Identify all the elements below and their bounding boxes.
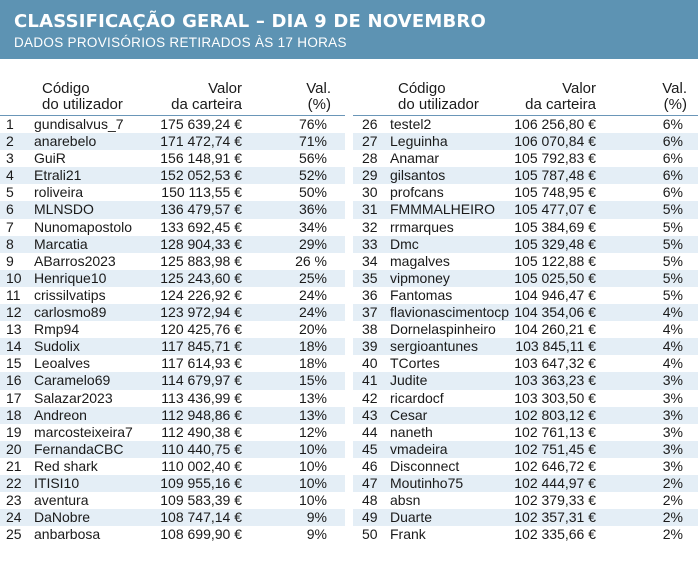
table-row	[353, 116, 698, 133]
rank-cell: 27	[362, 133, 378, 150]
pct-cell: 26 %	[295, 252, 327, 269]
table-row	[0, 492, 345, 509]
user-cell: crissilvatips	[34, 286, 106, 303]
table-row	[0, 424, 345, 441]
table-row	[353, 372, 698, 389]
user-cell: aventura	[34, 492, 89, 509]
table-row	[353, 167, 698, 184]
pct-cell: 10%	[298, 474, 327, 491]
value-cell: 112 948,86 €	[161, 406, 242, 423]
table-row	[353, 253, 698, 270]
value-cell: 109 955,16 €	[160, 474, 242, 491]
rank-cell: 9	[6, 252, 14, 269]
pct-cell: 76%	[298, 116, 327, 132]
column-header-pct: Val. (%)	[306, 80, 331, 113]
user-cell: Duarte	[390, 509, 433, 526]
rank-cell: 19	[6, 423, 22, 440]
table-row	[353, 133, 698, 150]
table-row	[353, 441, 698, 458]
table-row	[0, 184, 345, 201]
table-row	[0, 304, 345, 321]
pct-cell: 13%	[298, 406, 327, 423]
value-cell: 106 070,84 €	[514, 133, 596, 150]
value-cell: 128 904,33 €	[160, 235, 242, 252]
value-cell: 105 477,07 €	[514, 201, 596, 218]
value-cell: 102 751,45 €	[514, 440, 596, 457]
value-cell: 117 614,93 €	[161, 355, 242, 372]
value-cell: 110 440,75 €	[161, 440, 242, 457]
pct-cell: 10%	[298, 457, 327, 474]
user-cell: anbarbosa	[34, 526, 101, 543]
rank-cell: 43	[362, 406, 378, 423]
value-cell: 125 243,60 €	[160, 269, 242, 286]
rank-cell: 25	[6, 526, 22, 543]
table-row	[0, 133, 345, 150]
table-row	[353, 201, 698, 218]
user-cell: marcosteixeira7	[34, 423, 133, 440]
rank-cell: 34	[362, 252, 378, 269]
value-cell: 124 226,92 €	[160, 286, 242, 303]
pct-cell: 12%	[298, 423, 327, 440]
table-row	[353, 458, 698, 475]
rank-cell: 40	[362, 355, 378, 372]
rank-cell: 10	[6, 269, 22, 286]
rank-cell: 4	[6, 167, 14, 184]
rank-cell: 45	[362, 440, 378, 457]
pct-cell: 56%	[298, 150, 327, 167]
table-row	[353, 184, 698, 201]
rank-cell: 50	[362, 526, 378, 543]
user-cell: absn	[390, 492, 421, 509]
user-cell: anarebelo	[34, 133, 97, 150]
table-row	[0, 321, 345, 338]
rank-cell: 44	[362, 423, 378, 440]
pct-cell: 4%	[662, 321, 683, 338]
pct-cell: 3%	[662, 389, 683, 406]
pct-cell: 29%	[298, 235, 327, 252]
column-header-value: Valor da carteira	[171, 80, 242, 113]
user-cell: naneth	[390, 423, 433, 440]
table-body	[0, 115, 345, 543]
pct-cell: 3%	[662, 457, 683, 474]
value-cell: 105 025,50 €	[514, 269, 596, 286]
table-header	[0, 59, 345, 115]
value-cell: 103 303,50 €	[514, 389, 596, 406]
table-body	[353, 115, 698, 543]
rank-cell: 39	[362, 338, 378, 355]
value-cell: 105 329,48 €	[514, 235, 596, 252]
user-cell: GuiR	[34, 150, 66, 167]
rank-cell: 26	[362, 116, 378, 132]
value-cell: 114 679,97 €	[161, 372, 242, 389]
table-row	[353, 475, 698, 492]
user-cell: gundisalvus_7	[34, 116, 124, 132]
user-cell: ricardocf	[390, 389, 444, 406]
rank-cell: 3	[6, 150, 14, 167]
table-row	[353, 236, 698, 253]
value-cell: 105 122,88 €	[514, 252, 596, 269]
pct-cell: 9%	[306, 509, 327, 526]
pct-cell: 5%	[662, 235, 683, 252]
pct-cell: 24%	[298, 304, 327, 321]
value-cell: 108 699,90 €	[160, 526, 242, 543]
table-row	[0, 150, 345, 167]
user-cell: Rmp94	[34, 321, 80, 338]
value-cell: 117 845,71 €	[161, 338, 242, 355]
table-row	[0, 526, 345, 543]
user-cell: Nunomapostolo	[34, 218, 133, 235]
table-row	[353, 219, 698, 236]
rank-cell: 14	[6, 338, 22, 355]
table-row	[0, 338, 345, 355]
table-row	[353, 509, 698, 526]
value-cell: 105 787,48 €	[514, 167, 596, 184]
value-cell: 175 639,24 €	[160, 116, 242, 132]
value-cell: 108 747,14 €	[160, 509, 242, 526]
pct-cell: 71%	[298, 133, 327, 150]
user-cell: roliveira	[34, 184, 84, 201]
rank-cell: 33	[362, 235, 378, 252]
user-cell: Red shark	[34, 457, 98, 474]
pct-cell: 6%	[662, 167, 683, 184]
value-cell: 136 479,57 €	[160, 201, 242, 218]
ranking-table-left	[0, 59, 345, 543]
rank-cell: 20	[6, 440, 22, 457]
user-cell: FMMMALHEIRO	[390, 201, 495, 218]
pct-cell: 13%	[298, 389, 327, 406]
pct-cell: 6%	[662, 116, 683, 132]
table-row	[353, 526, 698, 543]
pct-cell: 4%	[662, 355, 683, 372]
table-row	[353, 407, 698, 424]
pct-cell: 4%	[662, 338, 683, 355]
user-cell: Salazar2023	[34, 389, 113, 406]
pct-cell: 2%	[662, 492, 683, 509]
pct-cell: 2%	[662, 526, 683, 543]
pct-cell: 3%	[662, 423, 683, 440]
value-cell: 171 472,74 €	[160, 133, 242, 150]
rank-cell: 12	[6, 304, 22, 321]
column-header-pct: Val. (%)	[662, 80, 687, 113]
pct-cell: 2%	[662, 509, 683, 526]
user-cell: ITISI10	[34, 474, 80, 491]
rank-cell: 28	[362, 150, 378, 167]
table-row	[0, 253, 345, 270]
rank-cell: 29	[362, 167, 378, 184]
table-row	[0, 116, 345, 133]
page-title: CLASSIFICAÇÃO GERAL – DIA 9 DE NOVEMBRO	[14, 11, 486, 32]
rank-cell: 5	[6, 184, 14, 201]
rank-cell: 13	[6, 321, 22, 338]
value-cell: 102 357,31 €	[514, 509, 596, 526]
rank-cell: 30	[362, 184, 378, 201]
pct-cell: 6%	[662, 133, 683, 150]
table-row	[353, 390, 698, 407]
pct-cell: 25%	[298, 269, 327, 286]
value-cell: 113 436,99 €	[161, 389, 242, 406]
value-cell: 156 148,91 €	[160, 150, 242, 167]
value-cell: 102 335,66 €	[514, 526, 596, 543]
user-cell: Disconnect	[390, 457, 460, 474]
rank-cell: 32	[362, 218, 378, 235]
rank-cell: 7	[6, 218, 14, 235]
rank-cell: 18	[6, 406, 22, 423]
pct-cell: 5%	[662, 218, 683, 235]
rank-cell: 1	[6, 116, 14, 132]
user-cell: Moutinho75	[390, 474, 464, 491]
rank-cell: 48	[362, 492, 378, 509]
pct-cell: 18%	[298, 355, 327, 372]
rank-cell: 41	[362, 372, 378, 389]
value-cell: 103 845,11 €	[515, 338, 596, 355]
column-header-user: Código do utilizador	[398, 80, 479, 113]
user-cell: Henrique10	[34, 269, 107, 286]
value-cell: 105 384,69 €	[514, 218, 596, 235]
rank-cell: 15	[6, 355, 22, 372]
user-cell: Anamar	[390, 150, 440, 167]
table-row	[0, 270, 345, 287]
rank-cell: 49	[362, 509, 378, 526]
table-row	[0, 167, 345, 184]
pct-cell: 10%	[298, 440, 327, 457]
pct-cell: 50%	[298, 184, 327, 201]
table-row	[353, 492, 698, 509]
value-cell: 103 363,23 €	[514, 372, 596, 389]
user-cell: Dmc	[390, 235, 419, 252]
header-banner	[0, 0, 698, 59]
rank-cell: 36	[362, 286, 378, 303]
table-row	[0, 236, 345, 253]
value-cell: 104 946,47 €	[514, 286, 596, 303]
user-cell: DaNobre	[34, 509, 91, 526]
user-cell: vmadeira	[390, 440, 448, 457]
user-cell: flavionascimentocp	[390, 304, 510, 321]
user-cell: magalves	[390, 252, 450, 269]
user-cell: sergioantunes	[390, 338, 478, 355]
pct-cell: 52%	[298, 167, 327, 184]
pct-cell: 36%	[298, 201, 327, 218]
value-cell: 105 792,83 €	[514, 150, 596, 167]
user-cell: Leoalves	[34, 355, 91, 372]
value-cell: 102 803,12 €	[514, 406, 596, 423]
value-cell: 106 256,80 €	[514, 116, 596, 132]
user-cell: Judite	[390, 372, 428, 389]
pct-cell: 4%	[662, 304, 683, 321]
user-cell: Andreon	[34, 406, 87, 423]
value-cell: 120 425,76 €	[160, 321, 242, 338]
value-cell: 133 692,45 €	[160, 218, 242, 235]
table-row	[0, 475, 345, 492]
user-cell: MLNSDO	[34, 201, 94, 218]
table-row	[0, 407, 345, 424]
user-cell: Caramelo69	[34, 372, 111, 389]
user-cell: Frank	[390, 526, 426, 543]
pct-cell: 18%	[298, 338, 327, 355]
user-cell: FernandaCBC	[34, 440, 124, 457]
rank-cell: 24	[6, 509, 22, 526]
value-cell: 102 761,13 €	[514, 423, 596, 440]
pct-cell: 3%	[662, 372, 683, 389]
column-header-user: Código do utilizador	[42, 80, 123, 113]
pct-cell: 5%	[662, 252, 683, 269]
rank-cell: 46	[362, 457, 378, 474]
pct-cell: 5%	[662, 201, 683, 218]
rank-cell: 31	[362, 201, 378, 218]
pct-cell: 34%	[298, 218, 327, 235]
pct-cell: 2%	[662, 474, 683, 491]
user-cell: Marcatia	[34, 235, 88, 252]
pct-cell: 3%	[662, 406, 683, 423]
user-cell: Sudolix	[34, 338, 80, 355]
user-cell: gilsantos	[390, 167, 446, 184]
pct-cell: 24%	[298, 286, 327, 303]
table-row	[0, 287, 345, 304]
user-cell: rrmarques	[390, 218, 454, 235]
value-cell: 109 583,39 €	[160, 492, 242, 509]
pct-cell: 3%	[662, 440, 683, 457]
value-cell: 123 972,94 €	[160, 304, 242, 321]
column-header-value: Valor da carteira	[525, 80, 596, 113]
user-cell: Etrali21	[34, 167, 82, 184]
user-cell: Leguinha	[390, 133, 448, 150]
page-subtitle: DADOS PROVISÓRIOS RETIRADOS ÀS 17 HORAS	[14, 35, 347, 50]
table-row	[0, 509, 345, 526]
pct-cell: 5%	[662, 286, 683, 303]
user-cell: Dornelaspinheiro	[390, 321, 496, 338]
rank-cell: 17	[6, 389, 22, 406]
table-row	[353, 355, 698, 372]
user-cell: testel2	[390, 116, 432, 132]
table-row	[353, 270, 698, 287]
value-cell: 152 052,53 €	[160, 167, 242, 184]
table-row	[353, 304, 698, 321]
rank-cell: 8	[6, 235, 14, 252]
value-cell: 104 260,21 €	[514, 321, 596, 338]
pct-cell: 6%	[662, 150, 683, 167]
rank-cell: 23	[6, 492, 22, 509]
table-row	[353, 150, 698, 167]
user-cell: carlosmo89	[34, 304, 107, 321]
value-cell: 112 490,38 €	[161, 423, 242, 440]
value-cell: 102 444,97 €	[514, 474, 596, 491]
pct-cell: 6%	[662, 184, 683, 201]
value-cell: 105 748,95 €	[514, 184, 596, 201]
rank-cell: 47	[362, 474, 378, 491]
table-row	[0, 372, 345, 389]
table-row	[0, 441, 345, 458]
pct-cell: 9%	[306, 526, 327, 543]
value-cell: 125 883,98 €	[160, 252, 242, 269]
pct-cell: 20%	[298, 321, 327, 338]
table-row	[0, 458, 345, 475]
table-row	[353, 287, 698, 304]
rank-cell: 35	[362, 269, 378, 286]
rank-cell: 2	[6, 133, 14, 150]
user-cell: vipmoney	[390, 269, 450, 286]
pct-cell: 10%	[298, 492, 327, 509]
ranking-table-right	[353, 59, 698, 543]
user-cell: Cesar	[390, 406, 428, 423]
rank-cell: 11	[6, 286, 21, 303]
rank-cell: 42	[362, 389, 378, 406]
rank-cell: 22	[6, 474, 22, 491]
value-cell: 102 646,72 €	[514, 457, 596, 474]
table-row	[0, 355, 345, 372]
table-row	[353, 424, 698, 441]
table-row	[353, 321, 698, 338]
value-cell: 110 002,40 €	[161, 457, 242, 474]
rank-cell: 16	[6, 372, 22, 389]
pct-cell: 15%	[298, 372, 327, 389]
rank-cell: 38	[362, 321, 378, 338]
user-cell: ABarros2023	[34, 252, 116, 269]
rank-cell: 6	[6, 201, 14, 218]
table-row	[0, 390, 345, 407]
user-cell: TCortes	[390, 355, 440, 372]
table-row	[0, 219, 345, 236]
value-cell: 103 647,32 €	[514, 355, 596, 372]
table-row	[353, 338, 698, 355]
value-cell: 104 354,06 €	[514, 304, 596, 321]
value-cell: 150 113,55 €	[161, 184, 242, 201]
table-header	[353, 59, 698, 115]
user-cell: profcans	[390, 184, 444, 201]
pct-cell: 5%	[662, 269, 683, 286]
rank-cell: 37	[362, 304, 378, 321]
rank-cell: 21	[6, 457, 22, 474]
user-cell: Fantomas	[390, 286, 453, 303]
table-row	[0, 201, 345, 218]
value-cell: 102 379,33 €	[514, 492, 596, 509]
